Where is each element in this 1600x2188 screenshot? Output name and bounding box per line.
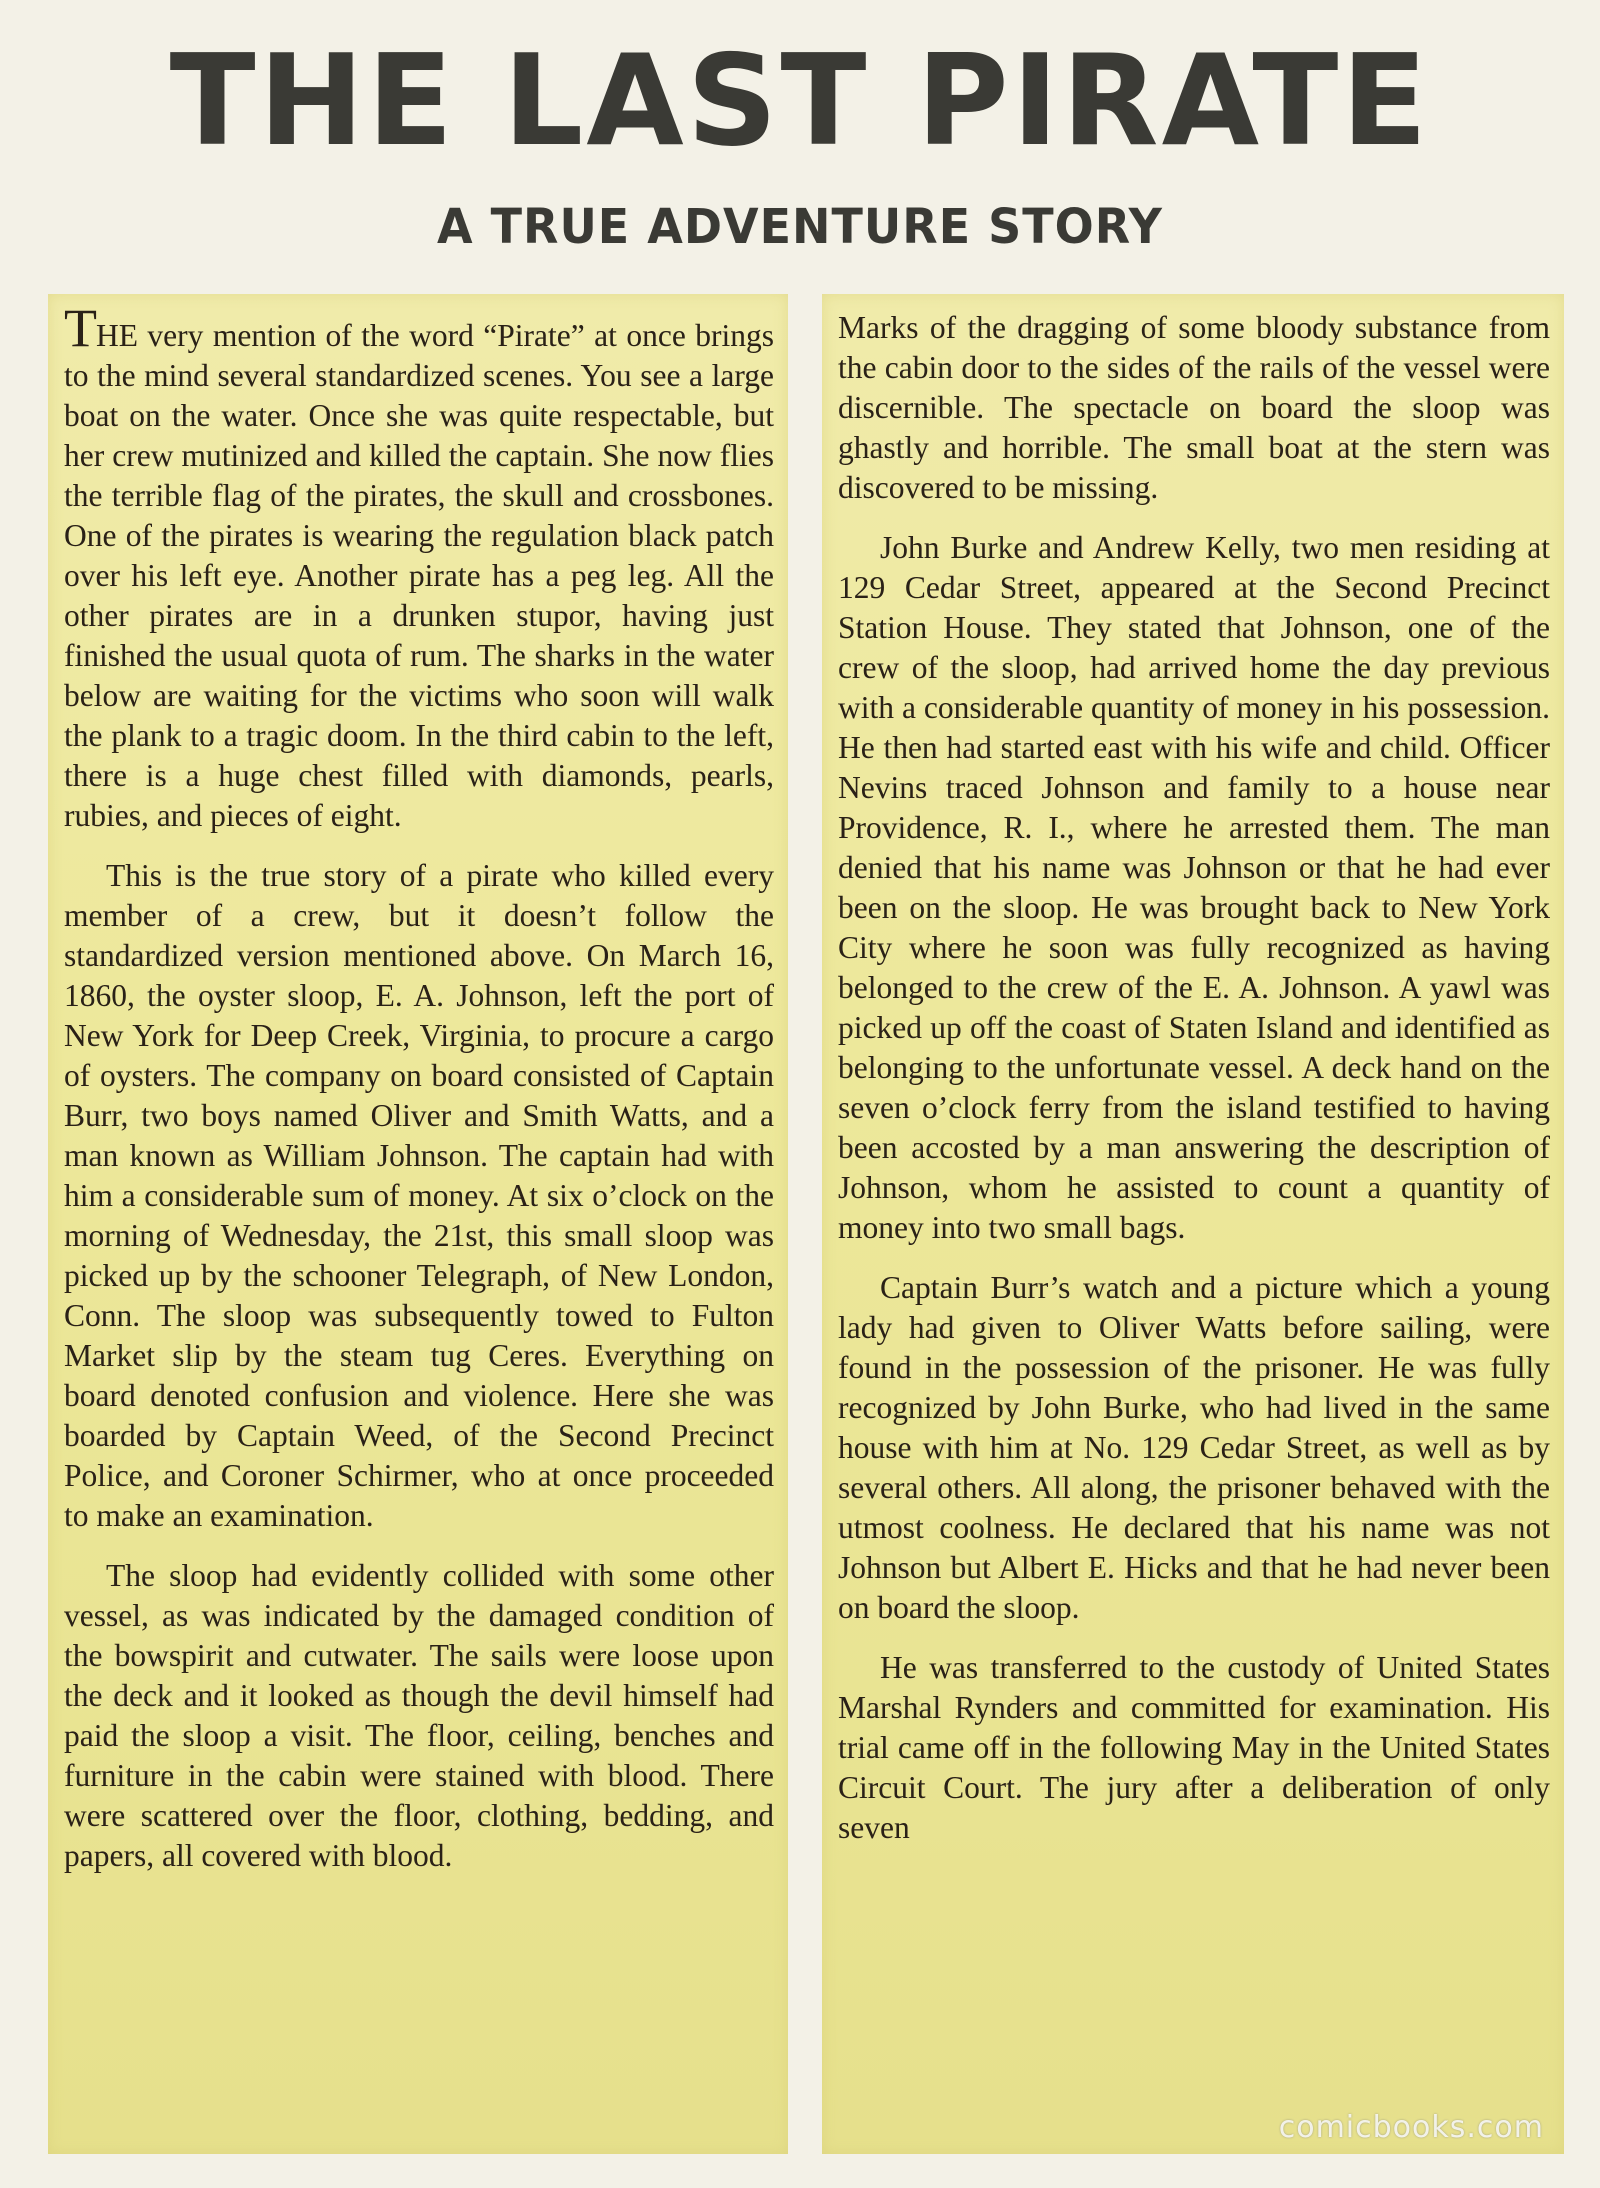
paragraph: This is the true story of a pirate who killed every member of a crew, but it doesn’t follow the standardized version mentioned above. On March 16, 1860, the oyster sloop, E. A. Johnson, left the port of New York for Deep Creek, Virginia, to procure a cargo of oysters. The company on board consisted of Captain Burr, two boys named Oliver and Smith Watts, and a man known as William Johnson. The captain had with him a considerable sum of money. At six o’clock on the morning of Wednesday, the 21st, this small sloop was picked up by the schooner Telegraph, of New London, Conn. The sloop was subsequently towed to Fulton Market slip by the steam tug Ceres. Everything on board denoted confusion and violence. Here she was boarded by Captain Weed, of the Second Precinct Police, and Coroner Schirmer, who at once proceeded to make an examination.: [64, 858, 774, 1533]
paragraph-text: HE very mention of the word “Pirate” at once brings to the mind several standardized scenes. You see a large boat on the water. Once she was quite respectable, but her crew mutinized and killed the captain. She now flies the terrible flag of the pirates, the skull and crossbones. One of the pirates is wearing the regulation black patch over his left eye. Another pirate has a peg leg. All the other pirates are in a drunken stupor, having just finished the usual quota of rum. The sharks in the water below are waiting for the victims who soon will walk the plank to a tragic doom. In the third cabin to the left, there is a huge chest filled with diamonds, pearls, rubies, and pieces of eight.: [64, 318, 774, 833]
paragraph: Captain Burr’s watch and a picture which a young lady had given to Oliver Watts before sailing, were found in the possession of the prisoner. He was fully recognized by John Burke, who had lived in the same house with him at No. 129 Cedar Street, as well as by several others. All along, the prisoner behaved with the utmost coolness. He declared that his name was not Johnson but Albert E. Hicks and that he had never been on board the sloop.: [838, 1270, 1550, 1625]
page-title: THE LAST PIRATE: [169, 27, 1431, 174]
paragraph: Marks of the dragging of some bloody substance from the cabin door to the sides of the rails of the vessel were discernible. The spectacle on board the sloop was ghastly and horrible. The small boat at the stern was discovered to be missing.: [838, 310, 1550, 505]
page-subtitle: A TRUE ADVENTURE STORY: [437, 197, 1163, 255]
paragraph: The sloop had evidently collided with some other vessel, as was indicated by the damaged condition of the bowspirit and cutwater. The sails were loose upon the deck and it looked as though the devil himself had paid the sloop a visit. The floor, ceiling, benches and furniture in the cabin were stained with blood. There were scattered over the floor, clothing, bedding, and papers, all covered with blood.: [64, 1558, 774, 1873]
paragraph: John Burke and Andrew Kelly, two men residing at 129 Cedar Street, appeared at the Second Precinct Station House. They stated that Johnson, one of the crew of the sloop, had arrived home the day previous with a considerable quantity of money in his possession. He then had started east with his wife and child. Officer Nevins traced Johnson and family to a house near Providence, R. I., where he arrested them. The man denied that his name was Johnson or that he had ever been on the sloop. He was brought back to New York City where he soon was fully recognized as having belonged to the crew of the E. A. Johnson. A yawl was picked up off the coast of Staten Island and identified as belonging to the unfortunate vessel. A deck hand on the seven o’clock ferry from the island testified to having been accosted by a man answering the description of Johnson, whom he assisted to count a quantity of money into two small bags.: [838, 530, 1550, 1245]
watermark: comicbooks.com: [1278, 2110, 1544, 2145]
drop-cap: T: [64, 298, 96, 358]
left-column: [48, 294, 788, 1896]
right-column: [822, 294, 1564, 1868]
paragraph: [64, 298, 774, 836]
paragraph: He was transferred to the custody of United States Marshal Rynders and committed for examination. His trial came off in the following May in the United States Circuit Court. The jury after a deliberation of only seven: [838, 1650, 1550, 1845]
